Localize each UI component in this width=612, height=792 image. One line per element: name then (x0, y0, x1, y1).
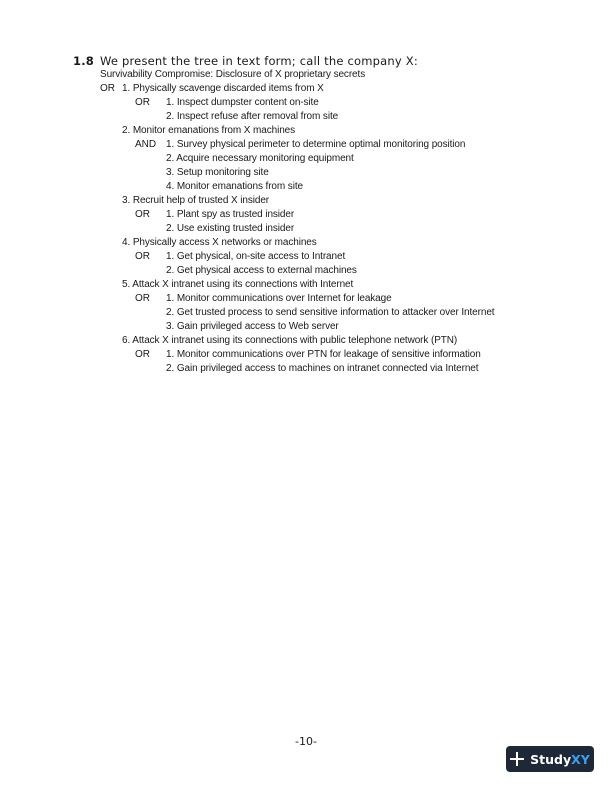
branch-3-item-1: 1. Plant spy as trusted insider (166, 209, 295, 220)
branch-5-operator: OR (135, 293, 150, 304)
section-heading (73, 54, 418, 68)
badge-brand (530, 752, 590, 767)
branch-2-item-3: 3. Setup monitoring site (166, 167, 269, 178)
branch-1-item-2: 2. Inspect refuse after removal from site (166, 111, 339, 122)
badge-brand-xy: XY (571, 751, 590, 767)
section-number: 1.8 (73, 54, 94, 68)
studyxy-badge[interactable] (506, 746, 594, 772)
branch-5-item-3: 3. Gain privileged access to Web server (166, 321, 339, 332)
branch-5-item-2: 2. Get trusted process to send sensitive information to attacker over Internet (166, 307, 495, 318)
branch-3-item-2: 2. Use existing trusted insider (166, 223, 295, 234)
branch-2-label: 2. Monitor emanations from X machines (122, 125, 296, 136)
branch-3-label: 3. Recruit help of trusted X insider (122, 195, 270, 206)
badge-brand-study: Study (530, 751, 572, 767)
branch-2-operator: AND (135, 139, 157, 150)
branch-2-item-2: 2. Acquire necessary monitoring equipment (166, 153, 354, 164)
branch-6-item-1: 1. Monitor communications over PTN for leakage of sensitive information (166, 349, 481, 360)
root-operator: OR (100, 83, 115, 94)
branch-1-operator: OR (135, 97, 150, 108)
branch-6-operator: OR (135, 349, 150, 360)
branch-3-operator: OR (135, 209, 150, 220)
plus-icon (510, 752, 524, 766)
branch-5-item-1: 1. Monitor communications over Internet for leakage (166, 293, 392, 304)
tree-root: Survivability Compromise: Disclosure of X proprietary secrets (100, 69, 366, 80)
branch-4-label: 4. Physically access X networks or machines (122, 237, 317, 248)
branch-4-operator: OR (135, 251, 150, 262)
branch-1-label: 1. Physically scavenge discarded items from X (122, 83, 324, 94)
branch-4-item-2: 2. Get physical access to external machines (166, 265, 357, 276)
branch-2-item-1: 1. Survey physical perimeter to determine optimal monitoring position (166, 139, 466, 150)
branch-1-item-1: 1. Inspect dumpster content on-site (166, 97, 319, 108)
branch-6-label: 6. Attack X intranet using its connections with public telephone network (PTN) (122, 335, 458, 346)
section-heading-text: We present the tree in text form; call the company X: (99, 54, 418, 68)
branch-6-item-2: 2. Gain privileged access to machines on intranet connected via Internet (166, 363, 479, 374)
page-number: -10- (295, 735, 317, 748)
branch-5-label: 5. Attack X intranet using its connections with Internet (122, 279, 354, 290)
branch-4-item-1: 1. Get physical, on-site access to Intranet (166, 251, 346, 262)
branch-2-item-4: 4. Monitor emanations from site (166, 181, 303, 192)
